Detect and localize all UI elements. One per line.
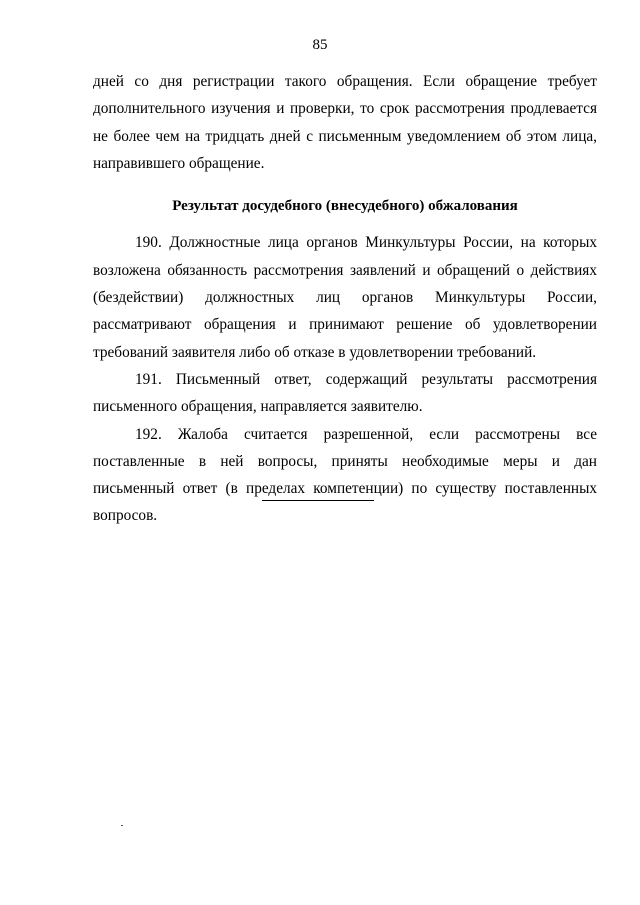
paragraph-192: 192. Жалоба считается разрешенной, если рассмотрены все поставленные в ней вопросы, приняты необходимые меры и дан письменный ответ (в пределах компетенции) по существу поставленных вопросов. <box>93 425 597 525</box>
document-body <box>93 68 597 530</box>
section-heading: Результат досудебного (внесудебного) обжалования <box>172 198 518 215</box>
scan-speck <box>121 825 123 826</box>
end-separator-line <box>262 500 374 501</box>
paragraph-190: 190. Должностные лица органов Минкультуры России, на которых возложена обязанность рассмотрения заявлений и обращений о действиях (бездействии) должностных лиц органов Минкультуры России, рассматривают обращения и принимают решение об удовлетворении требований заявителя либо об отказе в удовлетворении требований. <box>93 234 597 361</box>
page-number: 85 <box>312 37 328 53</box>
paragraph-191: 191. Письменный ответ, содержащий результаты рассмотрения письменного обращения, направляется заявителю. <box>93 370 597 416</box>
paragraph-continuation: дней со дня регистрации такого обращения. Если обращение требует дополнительного изучения и проверки, то срок рассмотрения продлевается не более чем на тридцать дней с письменным уведомлением об этом лица, направившего обращение. <box>93 73 597 172</box>
